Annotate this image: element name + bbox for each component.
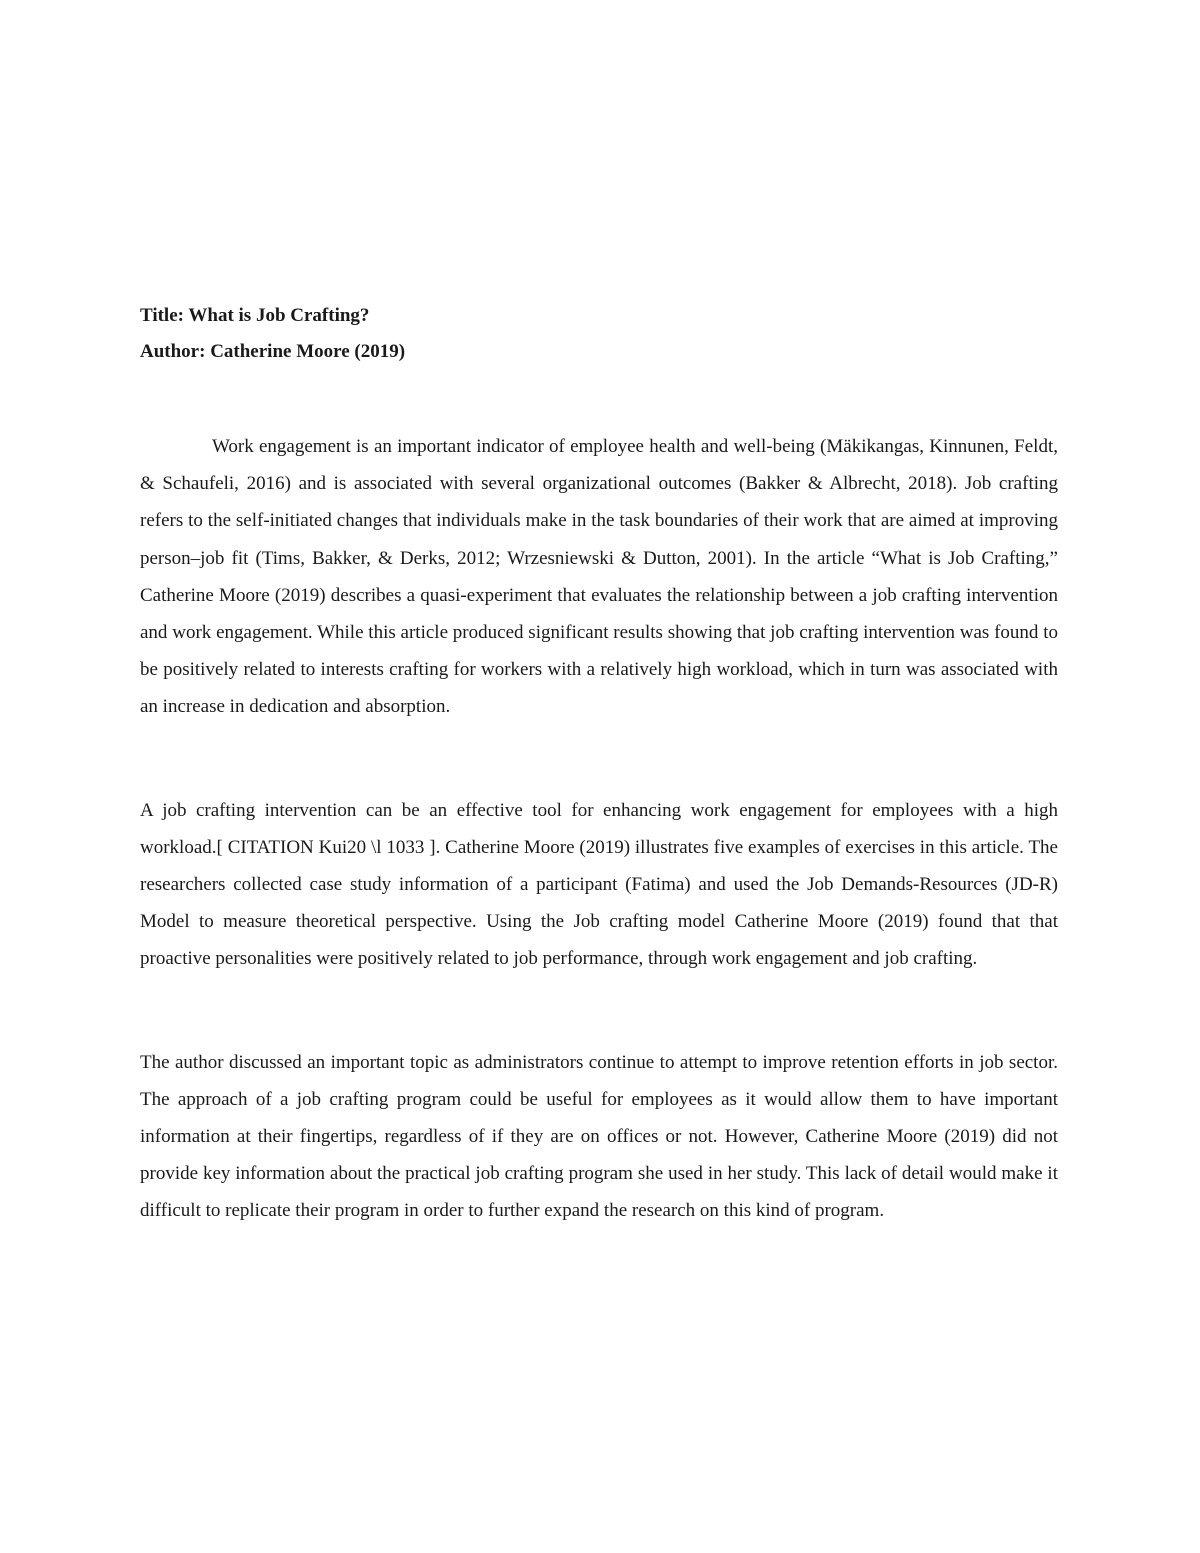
document-author: Author: Catherine Moore (2019) bbox=[140, 341, 406, 362]
paragraph-2: A job crafting intervention can be an effective tool for enhancing work engagement for employees with a high workload.[ CITATION Kui20 \l 1033 ]. Catherine Moore (2019) illustrates five examples of exercises in this article. The researchers collected case study information of a participant (Fatima) and used the Job Demands-Resources (JD-R) Model to measure theoretical perspective. Using the Job crafting model Catherine Moore (2019) found that that proactive personalities were positively related to job performance, through work engagement and job crafting. bbox=[140, 799, 1058, 970]
document-title: Title: What is Job Crafting? bbox=[140, 305, 370, 326]
paragraph-3: The author discussed an important topic as administrators continue to attempt to improve retention efforts in job sector. The approach of a job crafting program could be useful for employees as it would allow them to have important information at their fingertips, regardless of if they are on offices or not. However, Catherine Moore (2019) did not provide key information about the practical job crafting program she used in her study. This lack of detail would make it difficult to replicate their program in order to further expand the research on this kind of program. bbox=[140, 1051, 1058, 1222]
paragraph-1: Work engagement is an important indicator of employee health and well-being (Mäkikangas, Kinnunen, Feldt, & Schaufeli, 2016) and is associated with several organizational outcomes (Bakker & Albrecht, 2018). Job crafting refers to the self-initiated changes that individuals make in the task boundaries of their work that are aimed at improving person–job fit (Tims, Bakker, & Derks, 2012; Wrzesniewski & Dutton, 2001). In the article “What is Job Crafting,” Catherine Moore (2019) describes a quasi-experiment that evaluates the relationship between a job crafting intervention and work engagement. While this article produced significant results showing that job crafting intervention was found to be positively related to interests crafting for workers with a relatively high workload, which in turn was associated with an increase in dedication and absorption. bbox=[140, 436, 1058, 718]
document-body bbox=[140, 298, 1058, 1230]
paragraph-spacer bbox=[140, 978, 1058, 1044]
paragraph-spacer bbox=[140, 726, 1058, 792]
